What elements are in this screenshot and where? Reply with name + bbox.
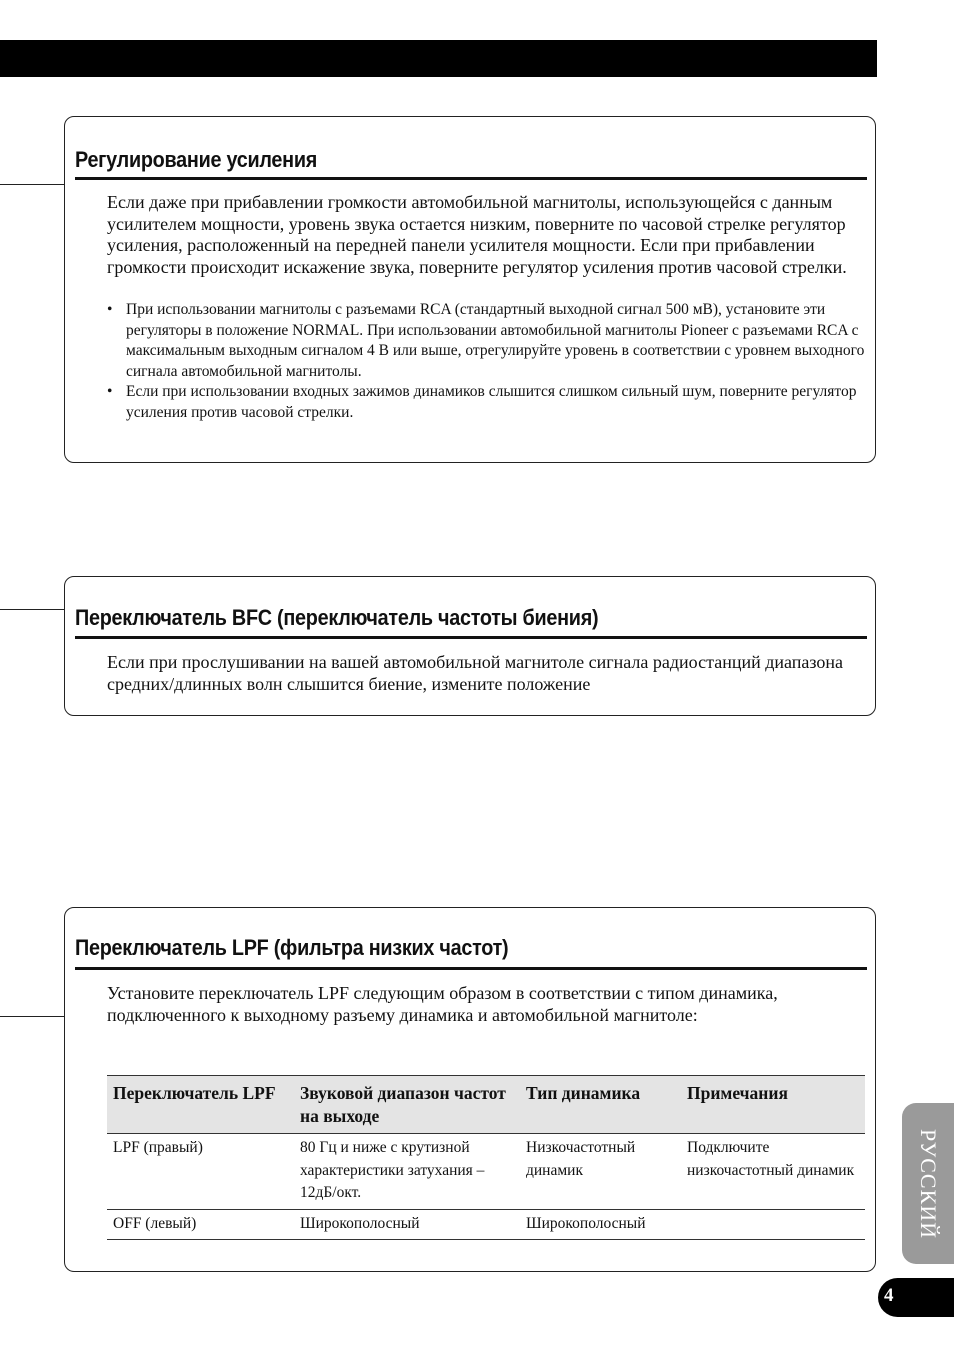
table-header-row (107, 1076, 865, 1134)
section-bfc (64, 576, 876, 716)
section-marker-line (0, 609, 64, 610)
language-tab (902, 1103, 954, 1264)
section-marker-line (0, 184, 64, 185)
header-bar (0, 40, 877, 77)
table-cell: Низкочастотный динамик (520, 1134, 681, 1210)
lpf-table (107, 1075, 865, 1240)
table-cell: LPF (правый) (107, 1134, 294, 1210)
section-title: Переключатель BFC (переключатель частоты биения) (75, 605, 599, 630)
section-intro: Если даже при прибавлении громкости автомобильной магнитолы, использующейся с данным усилителем мощности, уровень звука остается низким, поверните по часовой стрелке регулятор усиления, расположенный на передней панели усилителя мощности. Если при прибавлении громкости происходит искажение звука, поверните регулятор усиления против часовой стрелки. (107, 192, 847, 277)
table-cell: Подключите низкочастотный динамик (681, 1134, 865, 1210)
section-marker-line (0, 1016, 64, 1017)
page-number: 4 (884, 1285, 894, 1306)
title-rule (75, 636, 867, 639)
table-cell: OFF (левый) (107, 1209, 294, 1240)
column-header: Переключатель LPF (107, 1076, 294, 1134)
bullet-icon: • (107, 301, 113, 318)
section-text: Если при прослушивании на вашей автомобильной магнитоле сигнала радиостанций диапазона средних/длинных волн слышится биение, измените положение (107, 652, 844, 694)
table-row (107, 1134, 865, 1210)
column-header: Примечания (681, 1076, 865, 1134)
bullet-list (107, 300, 867, 424)
bullet-item: • Если при использовании входных зажимов динамиков слышится слишком сильный шум, поверните регулятор усиления против часовой стрелки. (107, 383, 857, 421)
section-title: Регулирование усиления (75, 147, 318, 172)
table-row (107, 1209, 865, 1240)
bullet-item: • При использовании магнитолы с разъемами RCA (стандартный выходной сигнал 500 мВ), установите эти регуляторы в положение NORMAL. При использовании автомобильной магнитолы Pioneer с разъемами RCA с максимальным выходным сигналом 4 В или выше, отрегулируйте уровень в соответствии с уровнем выходного сигнала автомобильной магнитолы. (107, 301, 865, 380)
table-cell: 80 Гц и ниже с крутизной характеристики затухания –12дБ/окт. (294, 1134, 520, 1210)
column-header: Тип динамика (520, 1076, 681, 1134)
table-cell: Широкополосный (294, 1209, 520, 1240)
column-header: Звуковой диапазон частот на выходе (294, 1076, 520, 1134)
table-cell (681, 1209, 865, 1240)
section-gain (64, 116, 876, 463)
section-title: Переключатель LPF (фильтра низких частот) (75, 935, 509, 960)
bullet-icon: • (107, 383, 113, 401)
title-rule (75, 967, 867, 970)
title-rule (75, 177, 867, 180)
language-label: РУССКИЙ (916, 1128, 941, 1239)
section-lpf (64, 907, 876, 1272)
table-cell: Широкополосный (520, 1209, 681, 1240)
page-number-tab (878, 1278, 954, 1317)
section-text: Установите переключатель LPF следующим образом в соответствии с типом динамика, подключенного к выходному разъему динамика и автомобильной магнитоле: (107, 983, 778, 1025)
